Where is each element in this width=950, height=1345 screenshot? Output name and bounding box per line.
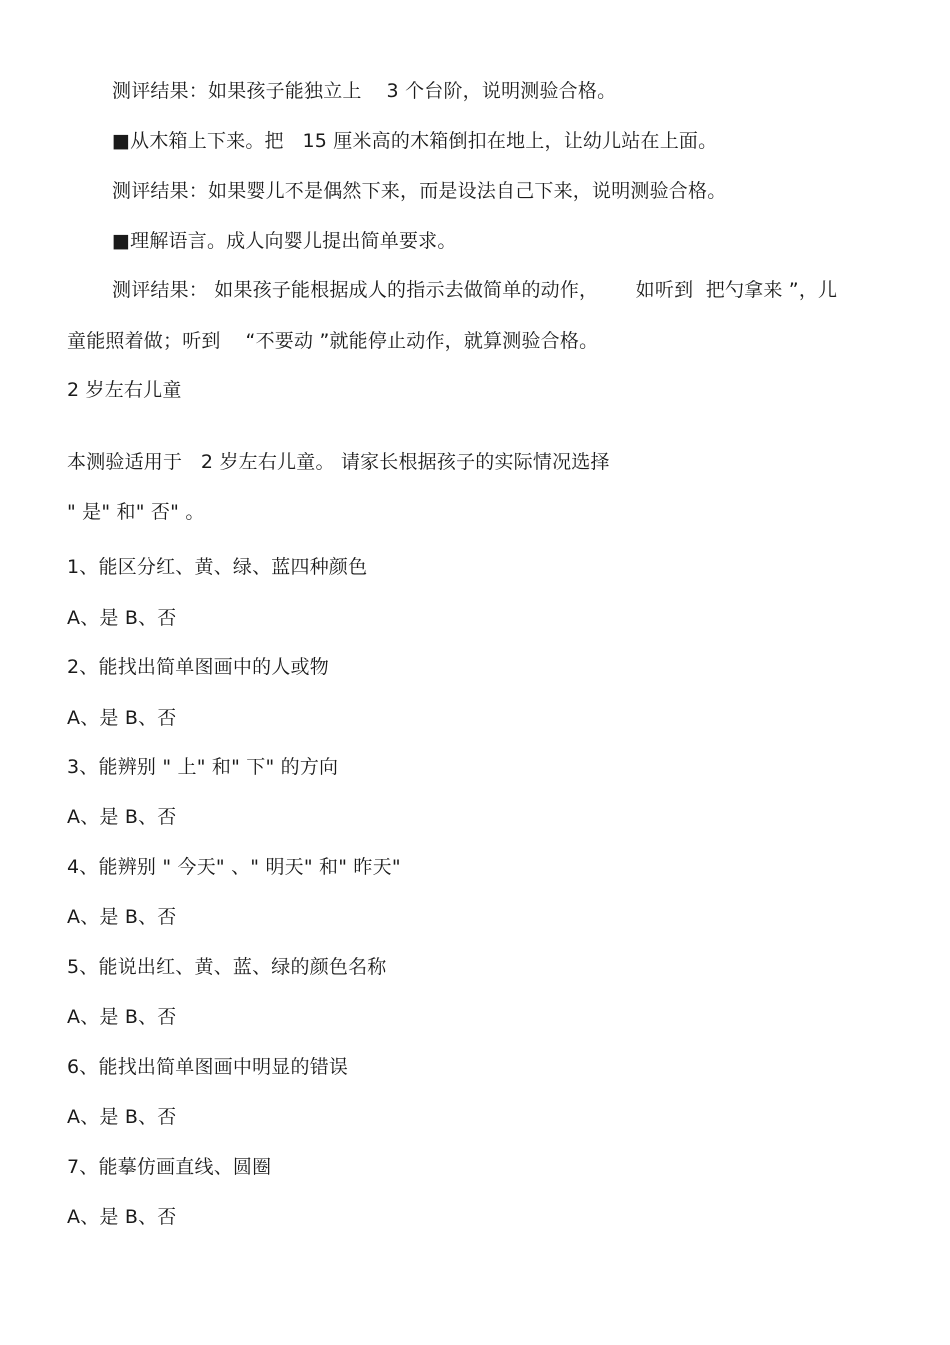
question-6-options: A、是 B、否 — [67, 1106, 177, 1128]
result-paragraph-language-cont: 童能照着做；听到 “不要动 ”就能停止动作，就算测验合格。 — [67, 330, 599, 352]
result-paragraph-language: 测评结果： 如果孩子能根据成人的指示去做简单的动作， 如听到 把勺拿来 ”，儿 — [112, 279, 838, 301]
question-5: 5、能说出红、黄、蓝、绿的颜色名称 — [67, 956, 387, 978]
question-4: 4、能辨别 " 今天" 、" 明天" 和" 昨天" — [67, 856, 401, 878]
question-3: 3、能辨别 " 上" 和" 下" 的方向 — [67, 756, 339, 778]
question-7-options: A、是 B、否 — [67, 1206, 177, 1228]
question-7: 7、能摹仿画直线、圆圈 — [67, 1156, 272, 1178]
question-1-options: A、是 B、否 — [67, 607, 177, 629]
question-6: 6、能找出简单图画中明显的错误 — [67, 1056, 349, 1078]
question-2: 2、能找出简单图画中的人或物 — [67, 656, 329, 678]
instructions-line-1: 本测验适用于 2 岁左右儿童。 请家长根据孩子的实际情况选择 — [67, 451, 610, 473]
instructions-line-2: " 是" 和" 否" 。 — [67, 501, 205, 523]
question-5-options: A、是 B、否 — [67, 1006, 177, 1028]
question-4-options: A、是 B、否 — [67, 906, 177, 928]
item-language: ■理解语言。成人向婴儿提出简单要求。 — [112, 230, 457, 252]
section-title: 2 岁左右儿童 — [67, 379, 182, 401]
result-paragraph-box: 测评结果：如果婴儿不是偶然下来，而是设法自己下来，说明测验合格。 — [112, 180, 727, 202]
item-wooden-box: ■从木箱上下来。把 15 厘米高的木箱倒扣在地上，让幼儿站在上面。 — [112, 130, 718, 152]
result-paragraph-stairs: 测评结果：如果孩子能独立上 3 个台阶，说明测验合格。 — [112, 80, 617, 102]
question-2-options: A、是 B、否 — [67, 707, 177, 729]
question-1: 1、能区分红、黄、绿、蓝四种颜色 — [67, 556, 368, 578]
question-3-options: A、是 B、否 — [67, 806, 177, 828]
